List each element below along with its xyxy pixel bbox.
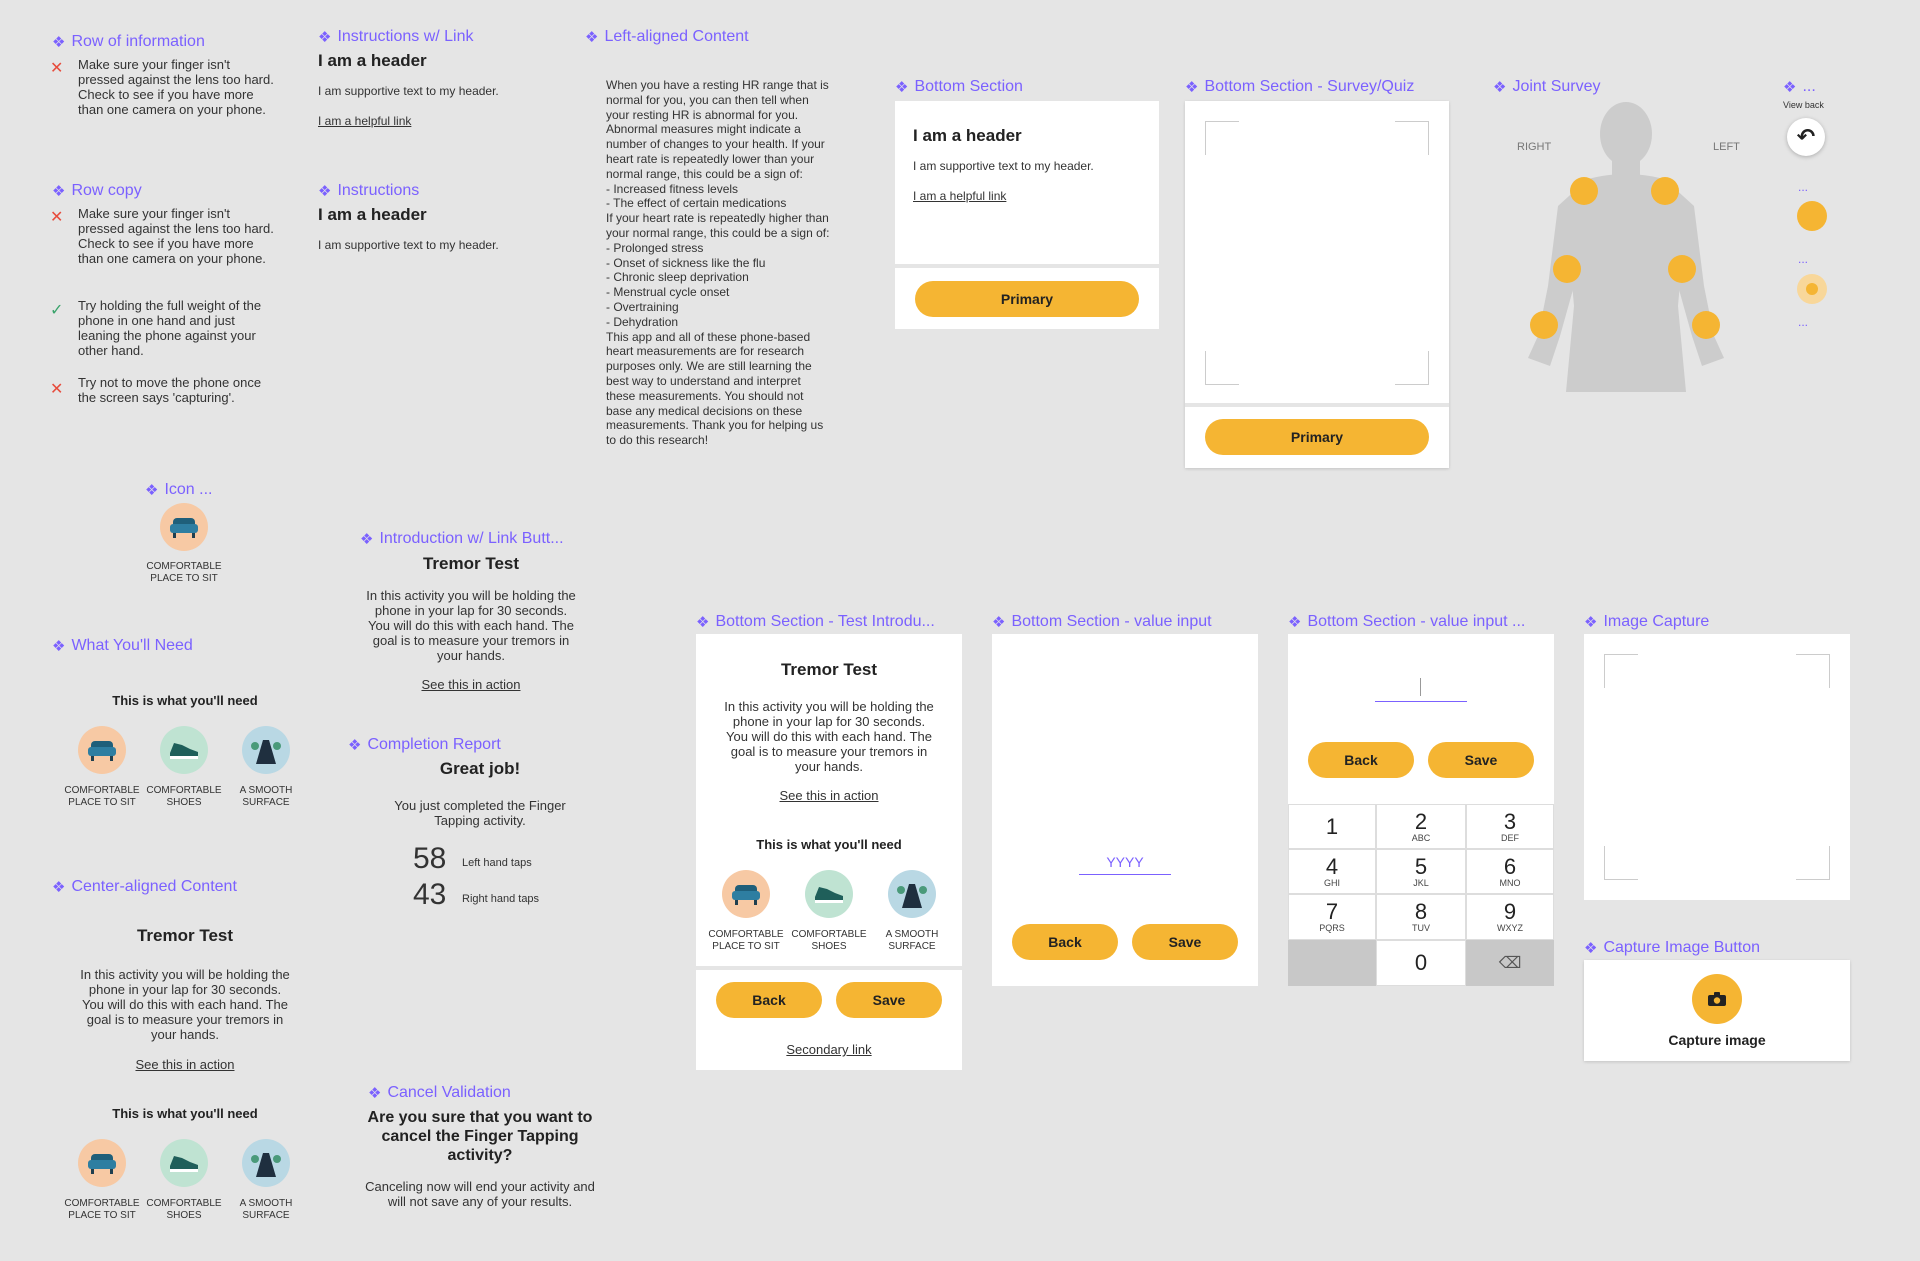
divider [1185,403,1449,407]
component-label: ❖ Bottom Section - Test Introdu... [696,613,935,631]
component-label: ❖ ... [1783,78,1816,96]
left-label: LEFT [1713,141,1740,153]
key-9[interactable]: 9 WXYZ [1466,894,1554,940]
frame-corner [1395,351,1429,385]
capture-image-label: Capture image [1668,1032,1766,1048]
undo-icon[interactable]: ↶ [1787,118,1825,156]
component-label: ❖ Bottom Section [895,78,1023,96]
save-button[interactable]: Save [1132,924,1238,960]
row-copy-item: Try holding the full weight of the phone in one hand and just leaning the phone against your other hand. [78,298,262,358]
joint-marker[interactable] [1668,255,1696,283]
joint-marker-selected[interactable] [1797,274,1827,304]
support-text: I am supportive text to my header. [913,159,1094,173]
save-button[interactable]: Save [1428,742,1534,778]
component-label: ❖ Instructions [318,182,420,200]
back-button[interactable]: Back [716,982,822,1018]
backspace-icon[interactable]: ⌫ [1466,940,1554,986]
see-action-link[interactable]: See this in action [779,788,879,803]
completion-title: Great job! [439,759,521,778]
image-capture-frame [1584,634,1850,900]
header-text: I am a header [913,126,1022,145]
page-title: Tremor Test [136,926,234,945]
bottom-section-card [895,101,1159,329]
component-label: ❖ Instructions w/ Link [318,28,474,46]
support-text: I am supportive text to my header. [318,238,499,252]
key-8[interactable]: 8 TUV [1376,894,1466,940]
icon-caption: COMFORTABLE PLACE TO SIT [64,1198,140,1221]
test-intro-card [696,634,962,1070]
frame-corner [1395,121,1429,155]
x-icon: ✕ [50,209,64,226]
frame-corner [1796,654,1830,688]
value-input-card [992,634,1258,986]
armchair-icon [78,726,126,774]
shoe-icon [160,726,208,774]
icon-caption: COMFORTABLE SHOES [791,929,867,952]
armchair-icon [160,503,208,551]
empty-key [1288,940,1376,986]
key-6[interactable]: 6 MNO [1466,849,1554,894]
component-label: ❖ Bottom Section - Survey/Quiz [1185,78,1415,96]
divider [895,264,1159,268]
component-label: ❖ Bottom Section - value input ... [1288,613,1526,631]
left-tap-label: Left hand taps [462,857,532,869]
save-button[interactable]: Save [836,982,942,1018]
row-copy-item: Make sure your finger isn't pressed against the lens too hard. Check to see if you have more than one camera on your phone. [78,206,274,266]
key-5[interactable]: 5 JKL [1376,849,1466,894]
key-1[interactable]: 1 [1288,804,1376,849]
numeric-keypad [1288,804,1554,986]
joint-marker[interactable] [1553,255,1581,283]
row-copy-item: Try not to move the phone once the screen says 'capturing'. [78,375,262,405]
secondary-link[interactable]: Secondary link [786,1042,872,1057]
need-title: This is what you'll need [756,837,902,852]
row-info-text: Make sure your finger isn't pressed against the lens too hard. Check to see if you have more than one camera on your phone. [78,57,274,117]
left-aligned-text: When you have a resting HR range that is normal for you, you can then tell when your resting HR is abnormal for you. Abnormal measures might indicate a number of changes to your health. If your heart rate is repeatedly lower than your normal range, this could be a sign of: - Increased fitness levels - The effect of certain medications If your heart rate is repeatedly higher than your normal range, this could be a sign of: - Prolonged stress - Onset of sickness like the flu - Chronic sleep deprivation - Menstrual cycle onset - Overtraining - Dehydration This app and all of these phone-based heart measurements are for research purposes only. We are still learning the best way to understand and interpret these measurements. You should not base any medical decisions on these measurements. Thank you for helping us to do this research! [606,78,830,448]
key-2[interactable]: 2 ABC [1376,804,1466,849]
icon-caption: A SMOOTH SURFACE [239,785,293,808]
component-label: ... [1798,315,1809,329]
component-label: ❖ Bottom Section - value input [992,613,1212,631]
armchair-icon [722,870,770,918]
shoe-icon [160,1139,208,1187]
component-label: ❖ Row of information [52,33,205,51]
capture-image-card [1584,960,1850,1061]
component-label: ... [1798,252,1809,266]
frame-corner [1796,846,1830,880]
need-title: This is what you'll need [112,693,258,708]
cancel-body: Canceling now will end your activity and will not save any of your results. [365,1179,595,1209]
right-tap-count: 43 [413,878,447,911]
body-text: In this activity you will be holding the phone in your lap for 30 seconds. You will do this with each hand. The goal is to measure your tremors in your hands. [366,588,576,663]
component-label: ❖ Capture Image Button [1584,939,1760,957]
component-label: ... [1798,180,1809,194]
x-icon: ✕ [50,381,64,398]
icon-caption: COMFORTABLE SHOES [146,785,222,808]
key-4[interactable]: 4 GHI [1288,849,1376,894]
primary-button[interactable]: Primary [915,281,1139,317]
icon-caption: COMFORTABLE PLACE TO SIT [708,929,784,952]
page-title: Tremor Test [780,660,878,679]
component-label: ❖ Introduction w/ Link Butt... [360,530,564,548]
component-label: ❖ Completion Report [348,736,501,754]
see-action-link[interactable]: See this in action [421,677,521,692]
page-title: Tremor Test [422,554,520,573]
icon-caption: A SMOOTH SURFACE [239,1198,293,1221]
right-label: RIGHT [1517,141,1552,153]
survey-card [1185,101,1449,468]
component-label: ❖ Center-aligned Content [52,878,237,896]
support-text: I am supportive text to my header. [318,84,499,98]
component-label: ❖ Left-aligned Content [585,28,749,46]
header-text: I am a header [318,205,427,224]
component-label: ❖ Cancel Validation [368,1084,511,1102]
icon-caption: COMFORTABLE PLACE TO SIT [64,785,140,808]
road-icon [888,870,936,918]
value-input-field[interactable] [1375,674,1467,702]
icon-caption: COMFORTABLE SHOES [146,1198,222,1221]
completion-body: You just completed the Finger Tapping activity. [394,798,566,828]
view-back-caption: View back [1783,100,1824,110]
key-0[interactable]: 0 [1376,940,1466,986]
component-label: ❖ What You'll Need [52,637,193,655]
road-icon [242,1139,290,1187]
component-label: ❖ Image Capture [1584,613,1710,631]
icon-caption: COMFORTABLE PLACE TO SIT [146,561,222,584]
component-label: ❖ Joint Survey [1493,78,1601,96]
need-title: This is what you'll need [112,1106,258,1121]
camera-icon[interactable] [1692,974,1742,1024]
frame-corner [1205,351,1239,385]
frame-corner [1205,121,1239,155]
helpful-link[interactable]: I am a helpful link [913,189,1007,203]
key-7[interactable]: 7 PQRS [1288,894,1376,940]
joint-marker[interactable] [1651,177,1679,205]
body-silhouette-icon [1508,96,1744,392]
body-text: In this activity you will be holding the phone in your lap for 30 seconds. You will do this with each hand. The goal is to measure your tremors in your hands. [80,967,290,1042]
road-icon [242,726,290,774]
divider [696,966,962,970]
armchair-icon [78,1139,126,1187]
cancel-title: Are you sure that you want to cancel the Finger Tapping activity? [367,1109,593,1164]
right-tap-label: Right hand taps [462,893,540,905]
helpful-link[interactable]: I am a helpful link [318,114,412,128]
shoe-icon [805,870,853,918]
primary-button[interactable]: Primary [1205,419,1429,455]
joint-marker[interactable] [1692,311,1720,339]
back-button[interactable]: Back [1308,742,1414,778]
joint-marker[interactable] [1570,177,1598,205]
key-3[interactable]: 3 DEF [1466,804,1554,849]
header-text: I am a header [318,51,427,70]
left-tap-count: 58 [413,842,447,875]
component-label: ❖ Icon ... [145,481,213,499]
back-button[interactable]: Back [1012,924,1118,960]
see-action-link[interactable]: See this in action [135,1057,235,1072]
joint-marker[interactable] [1797,201,1827,231]
body-text: In this activity you will be holding the phone in your lap for 30 seconds. You will do this with each hand. The goal is to measure your tremors in your hands. [724,699,934,774]
component-label: ❖ Row copy [52,182,142,200]
x-icon: ✕ [50,60,64,77]
year-input[interactable]: YYYY [1079,854,1171,875]
frame-corner [1604,654,1638,688]
icon-caption: A SMOOTH SURFACE [885,929,939,952]
frame-corner [1604,846,1638,880]
check-icon: ✓ [50,302,64,319]
text-cursor [1420,678,1421,696]
value-input-keyboard-card [1288,634,1554,986]
joint-marker[interactable] [1530,311,1558,339]
